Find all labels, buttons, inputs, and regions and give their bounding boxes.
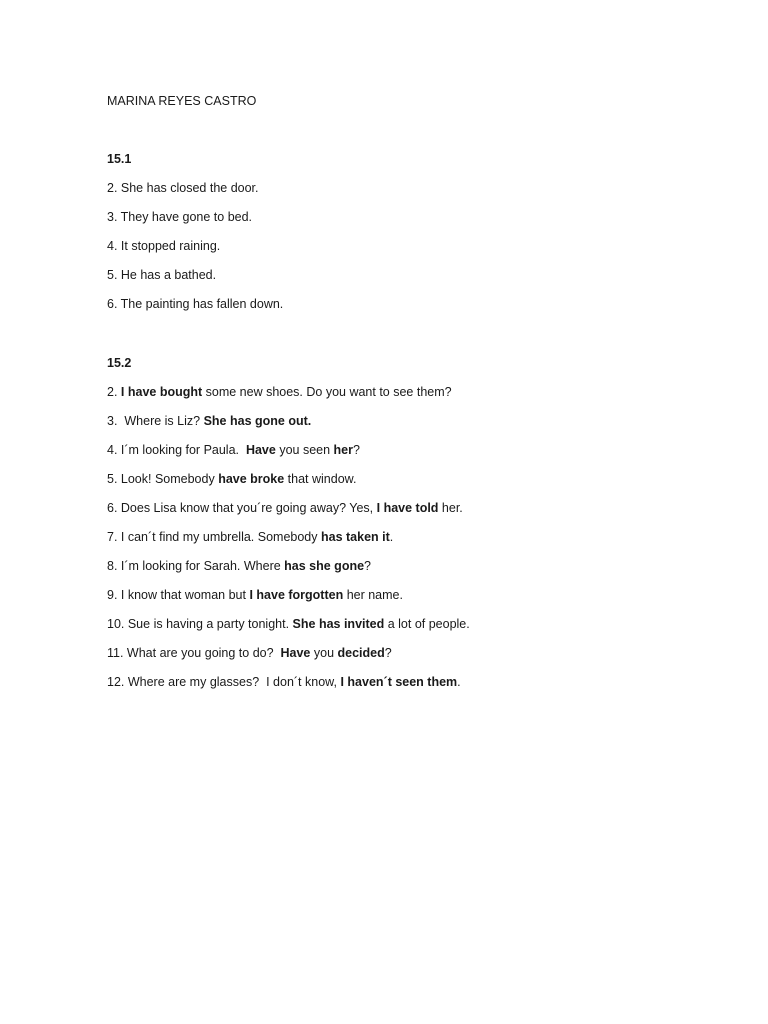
bold-answer-segment: has taken it <box>320 530 390 544</box>
answer-line <box>107 384 452 400</box>
text-segment: you <box>310 646 338 660</box>
bold-answer-segment: I have told <box>376 501 439 515</box>
text-segment: ? <box>352 443 360 457</box>
answer-line: 2. She has closed the door. <box>107 181 259 195</box>
text-segment: 7. I can´t find my umbrella. Somebody <box>107 530 321 544</box>
text-segment: you seen <box>275 443 334 457</box>
bold-answer-segment: Have <box>245 443 276 457</box>
bold-answer-segment: has she gone <box>284 559 365 573</box>
section-heading-15-2: 15.2 <box>107 356 132 370</box>
bold-answer-segment: I haven´t seen them <box>340 675 458 689</box>
answer-line <box>107 587 403 603</box>
text-segment: 5. Look! Somebody <box>107 472 219 486</box>
section-heading-15-1: 15.1 <box>107 152 132 166</box>
answer-line: 3. They have gone to bed. <box>107 210 253 224</box>
text-segment: 8. I´m looking for Sarah. Where <box>107 559 285 573</box>
answer-line <box>107 529 393 545</box>
answer-line <box>107 442 360 458</box>
answer-line <box>107 558 371 574</box>
bold-answer-segment: She has gone out. <box>203 414 312 428</box>
answer-line <box>107 674 461 690</box>
answer-line <box>107 413 311 429</box>
answer-line <box>107 616 470 632</box>
text-segment: 9. I know that woman but <box>107 588 250 602</box>
bold-answer-segment: decided <box>337 646 385 660</box>
bold-answer-segment: have broke <box>218 472 285 486</box>
text-segment: . <box>389 530 394 544</box>
answer-line <box>107 500 463 516</box>
bold-answer-segment: I have forgotten <box>249 588 344 602</box>
text-segment: a lot of people. <box>384 617 470 631</box>
text-segment: 2. <box>107 385 121 399</box>
bold-answer-segment: her <box>333 443 353 457</box>
bold-answer-segment: She has invited <box>292 617 385 631</box>
text-segment: . <box>457 675 461 689</box>
text-segment: her. <box>438 501 463 515</box>
answer-line: 6. The painting has fallen down. <box>107 297 284 311</box>
text-segment: 11. What are you going to do? <box>107 646 281 660</box>
text-segment: some new shoes. Do you want to see them? <box>202 385 452 399</box>
answer-line <box>107 471 356 487</box>
answer-line: 4. It stopped raining. <box>107 239 221 253</box>
text-segment: 3. Where is Liz? <box>107 414 204 428</box>
text-segment: that window. <box>284 472 357 486</box>
text-segment: 12. Where are my glasses? I don´t know, <box>107 675 341 689</box>
author-name: MARINA REYES CASTRO <box>107 94 257 108</box>
answer-line <box>107 645 392 661</box>
answer-line: 5. He has a bathed. <box>107 268 217 282</box>
text-segment: 4. I´m looking for Paula. <box>107 443 246 457</box>
text-segment: 6. Does Lisa know that you´re going away? Yes, <box>107 501 377 515</box>
bold-answer-segment: I have bought <box>120 385 203 399</box>
text-segment: ? <box>364 559 371 573</box>
bold-answer-segment: Have <box>280 646 311 660</box>
text-segment: her name. <box>343 588 403 602</box>
text-segment: ? <box>384 646 392 660</box>
text-segment: 10. Sue is having a party tonight. <box>107 617 293 631</box>
